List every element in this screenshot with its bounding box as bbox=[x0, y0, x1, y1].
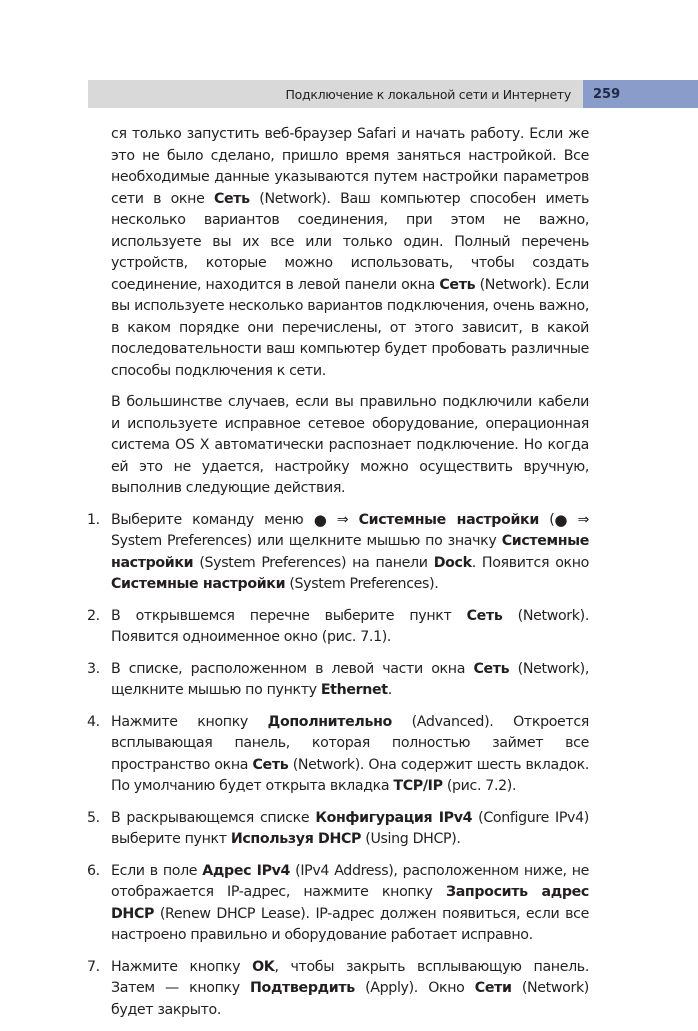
step-item: 5. В раскрывающемся списке Конфигурация IPv4 (Configure IPv4) выберите пункт Используя DHCP (Using DHCP). bbox=[87, 809, 589, 847]
page-number-tab bbox=[583, 80, 698, 108]
bold-term: Дополнительно bbox=[267, 713, 392, 730]
bold-term: Сеть bbox=[466, 607, 503, 624]
page-body bbox=[87, 124, 590, 1031]
bold-term: Сеть bbox=[473, 660, 510, 677]
bold-term: Сети bbox=[474, 980, 512, 996]
bold-term: Конфигурация IPv4 bbox=[315, 809, 473, 826]
step-item: 2. В открывшемся перечне выберите пункт Сеть (Network). Появится одноименное окно (рис. 7.1). bbox=[87, 607, 589, 645]
bold-term: Сеть bbox=[439, 276, 476, 293]
step-number: 1. bbox=[87, 511, 100, 528]
bold-term: TCP/IP bbox=[393, 778, 443, 794]
step-number: 3. bbox=[87, 660, 100, 677]
step-item: 3. В списке, расположенном в левой части окна Сеть (Network), щелкните мышью по пункту Ethernet. bbox=[87, 660, 589, 698]
running-header bbox=[88, 80, 698, 108]
steps-list bbox=[87, 510, 590, 1022]
chapter-title: Подключение к локальной сети и Интернету bbox=[285, 86, 571, 102]
step-number: 2. bbox=[87, 607, 100, 624]
bold-term: OK bbox=[252, 958, 275, 975]
bold-term: Ethernet bbox=[320, 682, 388, 698]
step-number: 4. bbox=[87, 713, 100, 730]
bold-term: Системные настройки bbox=[358, 511, 539, 528]
paragraph: ся только запустить веб-браузер Safari и начать работу. Если же это не было сделано, пришло время заняться настройкой. Все необходимые данные указываются путем настройки параметров сети в окне Сеть (Network). Ваш компьютер способен иметь несколько вариантов соединения, при этом не важно, используете вы их все или только один. Полный перечень устройств, которые можно использовать, чтобы создать соединение, находится в левой панели окна Сеть (Network). Если вы используете несколько вариантов подключения, очень важно, в каком порядке они перечислены, от этого зависит, в какой последовательности ваш компьютер будет пробовать различные способы подключения к сети. bbox=[111, 126, 589, 379]
step-number: 7. bbox=[87, 958, 100, 975]
bold-term: Сеть bbox=[252, 756, 289, 773]
step-item: 4. Нажмите кнопку Дополнительно (Advanced). Откроется всплывающая панель, которая полностью займет все пространство окна Сеть (Network). Она содержит шесть вкладок. По умолчанию будет открыта вкладка TCP/IP (рис. 7.2). bbox=[87, 713, 589, 794]
step-item: 6. Если в поле Адрес IPv4 (IPv4 Address), расположенном ниже, не отображается IP-адрес, нажмите кнопку Запросить адрес DHCP (Renew DHCP Lease). IP-адрес должен появиться, если все настроено правильно и оборудование работает исправно. bbox=[87, 862, 590, 943]
apple-logo-icon: ● bbox=[554, 510, 568, 529]
step-number: 6. bbox=[87, 862, 100, 879]
page-number: 259 bbox=[593, 86, 621, 102]
chapter-title-band bbox=[88, 80, 583, 108]
step-number: 5. bbox=[87, 809, 100, 826]
bold-term: Сеть bbox=[213, 190, 250, 207]
bold-term: Запросить адрес DHCP bbox=[111, 884, 589, 922]
bold-term: Используя DHCP bbox=[230, 831, 362, 847]
paragraph: В большинстве случаев, если вы правильно подключили кабели и используете исправное сетевое оборудование, операционная система OS X автоматически распознает подключение. Но когда ей это не удается, настройку можно осуществить вручную, выполнив следующие действия. bbox=[111, 394, 589, 496]
bold-term: Системные настройки bbox=[111, 576, 286, 592]
bold-term: Адрес IPv4 bbox=[202, 862, 291, 879]
step-item: 1. Выберите команду меню ● ⇒ Системные настройки (● ⇒ System Preferences) или щелкните мышью по значку Системные настройки (System Preferences) на панели Dock. Появится окно Системные настройки (System Preferences). bbox=[87, 510, 590, 592]
bold-term: Dock bbox=[433, 554, 472, 571]
bold-term: Системные настройки bbox=[111, 533, 589, 571]
step-item: 7. Нажмите кнопку OK, чтобы закрыть всплывающую панель. Затем — кнопку Подтвердить (Apply). Окно Сети (Network) будет закрыто. bbox=[87, 958, 589, 1018]
bold-term: Подтвердить bbox=[250, 980, 355, 996]
apple-logo-icon: ● bbox=[313, 510, 327, 529]
